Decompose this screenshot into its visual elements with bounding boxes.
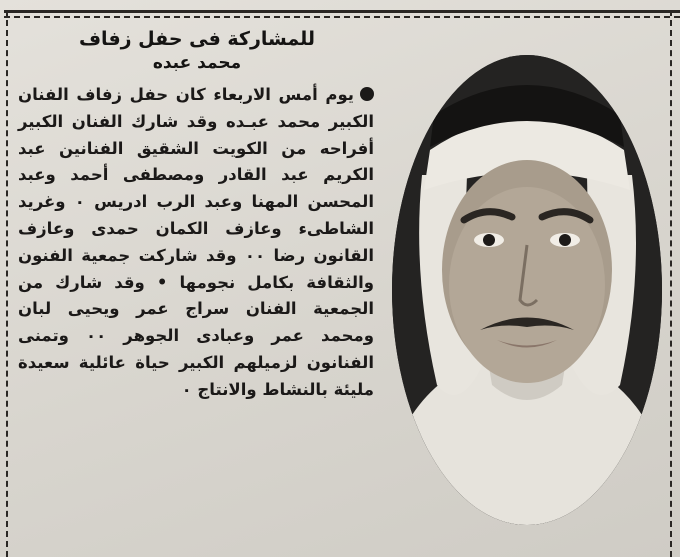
- article-body-text: يوم أمس الاربعاء كان حفل زفاف الفنان الكبير محمد عبـده وقد شارك الفنان الكبير أفراحه من الكويت الشقيق الفنانين عبد الكريم عبد القادر ومصطفى أحمد وعبد المحسن المهنا وعبد الرب ادريس ٠ وغريد الشاطىء وعازف الكمان حمدى وعازف القانون رضا ٠٠ وقد شاركت جمعية الفنون والثقافة بكامل نجومها • وقد شارك من الجمعية الفنان سراج عمر ويحيى لبان ومحمد عمر وعبادى الجوهر ٠٠ وتمنى الفنانون لزميلهم الكبير حياة عائلية سعيدة مليئة بالنشاط والانتاج ٠: [18, 85, 374, 399]
- article-column: [14, 26, 380, 551]
- article-body: [14, 82, 380, 404]
- subheadline: محمد عبده: [152, 53, 242, 73]
- portrait-illustration: [392, 55, 662, 525]
- headline: للمشاركة فى حفل زفاف: [78, 28, 316, 50]
- top-border-rule: [4, 10, 680, 13]
- bullet-icon: [360, 87, 374, 101]
- top-dashed-rule: [4, 16, 680, 18]
- portrait-photo: [392, 55, 662, 525]
- right-dashed-rule: [670, 10, 672, 557]
- left-dashed-rule: [6, 10, 8, 557]
